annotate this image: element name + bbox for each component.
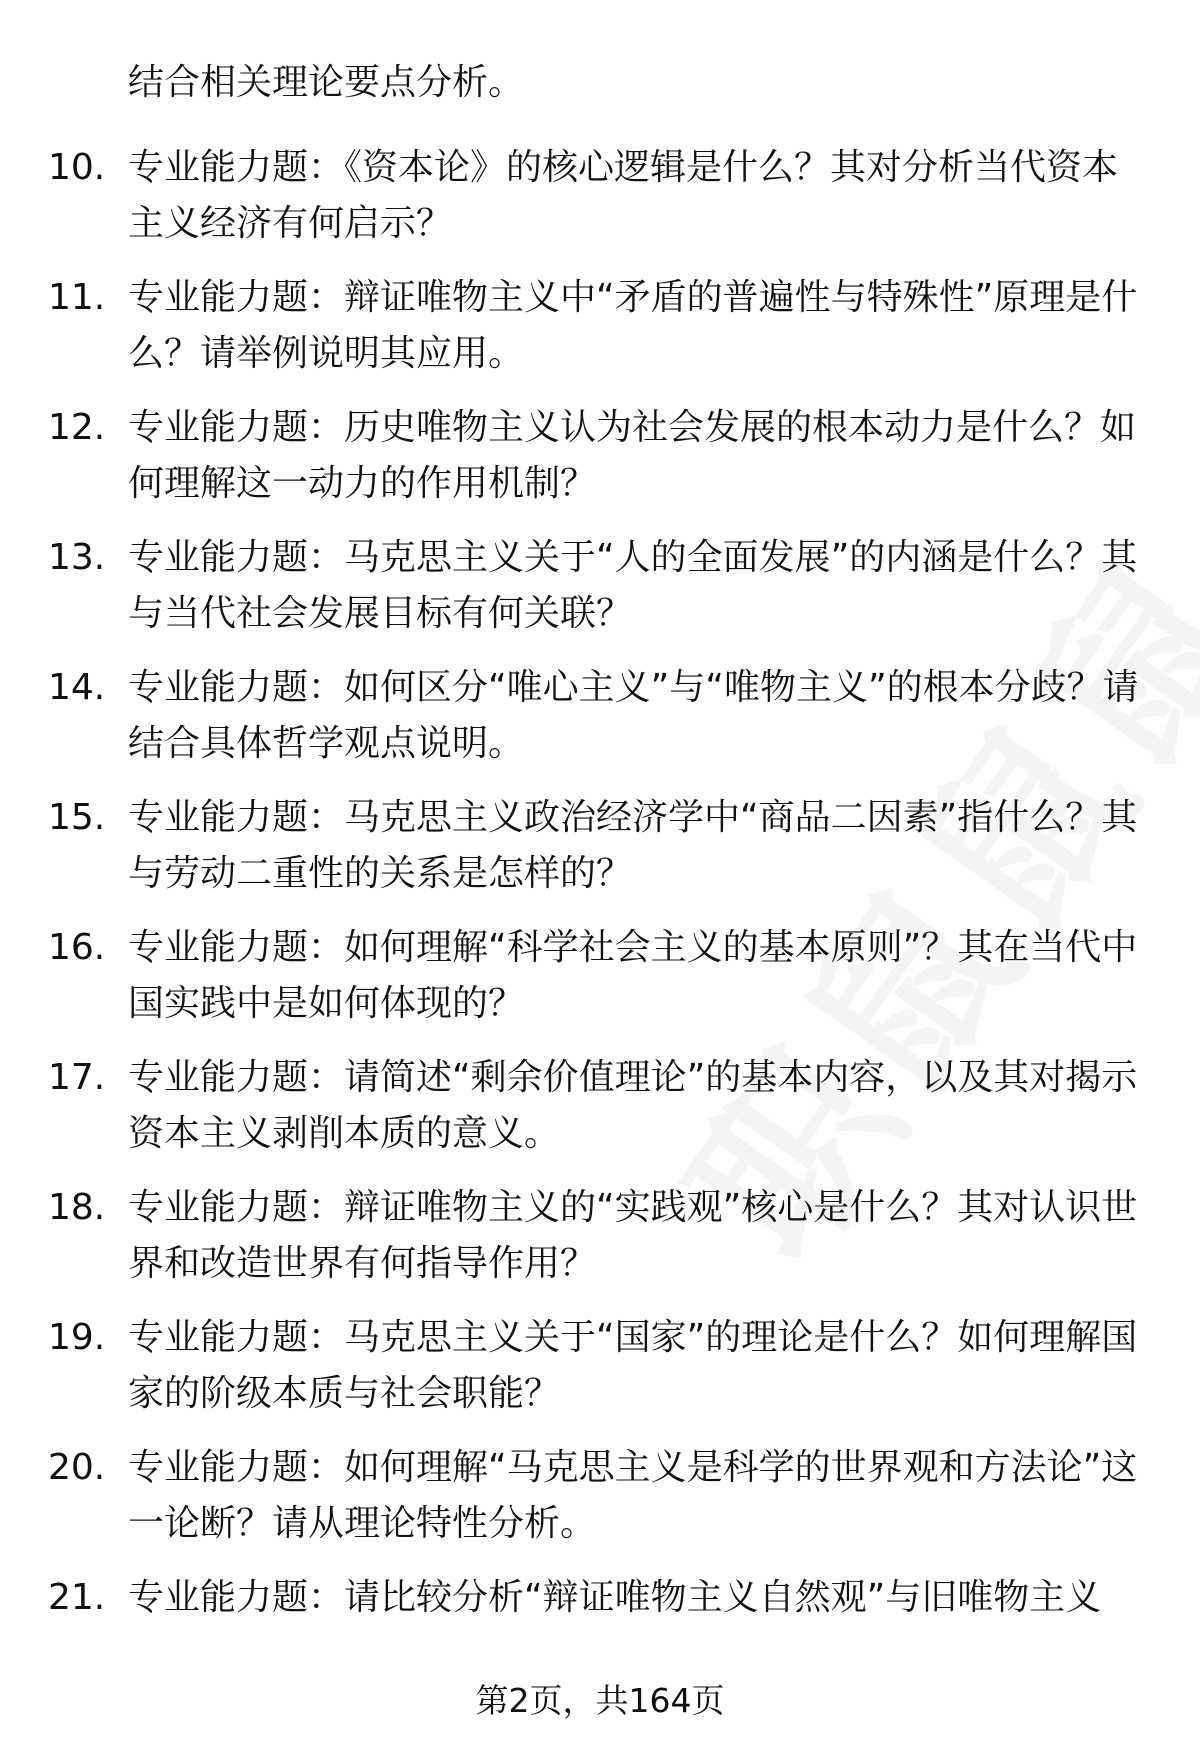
question-number: 14. — [48, 667, 106, 708]
question-list — [0, 140, 1200, 1700]
page-footer: 第2页，共164页 — [475, 1681, 725, 1720]
question-item — [0, 400, 1200, 530]
question-item — [0, 1440, 1200, 1570]
question-item — [0, 270, 1200, 400]
question-item — [0, 1180, 1200, 1310]
question-text: 专业能力题：如何理解“科学社会主义的基本原则”？其在当代中国实践中是如何体现的？ — [128, 927, 1138, 1024]
continuation-text: 结合相关理论要点分析。 — [128, 62, 525, 103]
question-text: 专业能力题：历史唯物主义认为社会发展的根本动力是什么？如何理解这一动力的作用机制？ — [128, 407, 1137, 504]
question-number: 11. — [48, 277, 106, 318]
question-number: 13. — [48, 537, 106, 578]
question-item — [0, 140, 1200, 270]
question-number: 12. — [48, 407, 106, 448]
question-item — [0, 530, 1200, 660]
question-number: 18. — [48, 1187, 106, 1228]
question-text: 专业能力题：《资本论》的核心逻辑是什么？其对分析当代资本主义经济有何启示？ — [128, 147, 1119, 244]
question-number: 16. — [48, 927, 106, 968]
question-number: 19. — [48, 1317, 106, 1358]
question-number: 17. — [48, 1057, 106, 1098]
question-text: 专业能力题：马克思主义政治经济学中“商品二因素”指什么？其与劳动二重性的关系是怎样的？ — [128, 797, 1138, 894]
question-item — [0, 1050, 1200, 1180]
question-text: 专业能力题：请比较分析“辩证唯物主义自然观”与旧唯物主义 — [128, 1577, 1102, 1618]
question-text: 专业能力题：马克思主义关于“国家”的理论是什么？如何理解国家的阶级本质与社会职能？ — [128, 1317, 1138, 1414]
question-text: 专业能力题：辩证唯物主义中“矛盾的普遍性与特殊性”原理是什么？请举例说明其应用。 — [128, 277, 1138, 374]
question-number: 21. — [48, 1577, 106, 1618]
question-item — [0, 660, 1200, 790]
question-text: 专业能力题：马克思主义关于“人的全面发展”的内涵是什么？其与当代社会发展目标有何关联？ — [128, 537, 1138, 634]
question-number: 10. — [48, 147, 106, 188]
question-text: 专业能力题：请简述“剩余价值理论”的基本内容，以及其对揭示资本主义剥削本质的意义。 — [128, 1057, 1138, 1154]
question-number: 20. — [48, 1447, 106, 1488]
question-text: 专业能力题：如何区分“唯心主义”与“唯物主义”的根本分歧？请结合具体哲学观点说明。 — [128, 667, 1139, 764]
question-text: 专业能力题：辩证唯物主义的“实践观”核心是什么？其对认识世界和改造世界有何指导作用？ — [128, 1187, 1138, 1284]
question-number: 15. — [48, 797, 106, 838]
question-item — [0, 920, 1200, 1050]
question-item — [0, 1310, 1200, 1440]
question-text: 专业能力题：如何理解“马克思主义是科学的世界观和方法论”这一论断？请从理论特性分析。 — [128, 1447, 1138, 1544]
question-item — [0, 790, 1200, 920]
